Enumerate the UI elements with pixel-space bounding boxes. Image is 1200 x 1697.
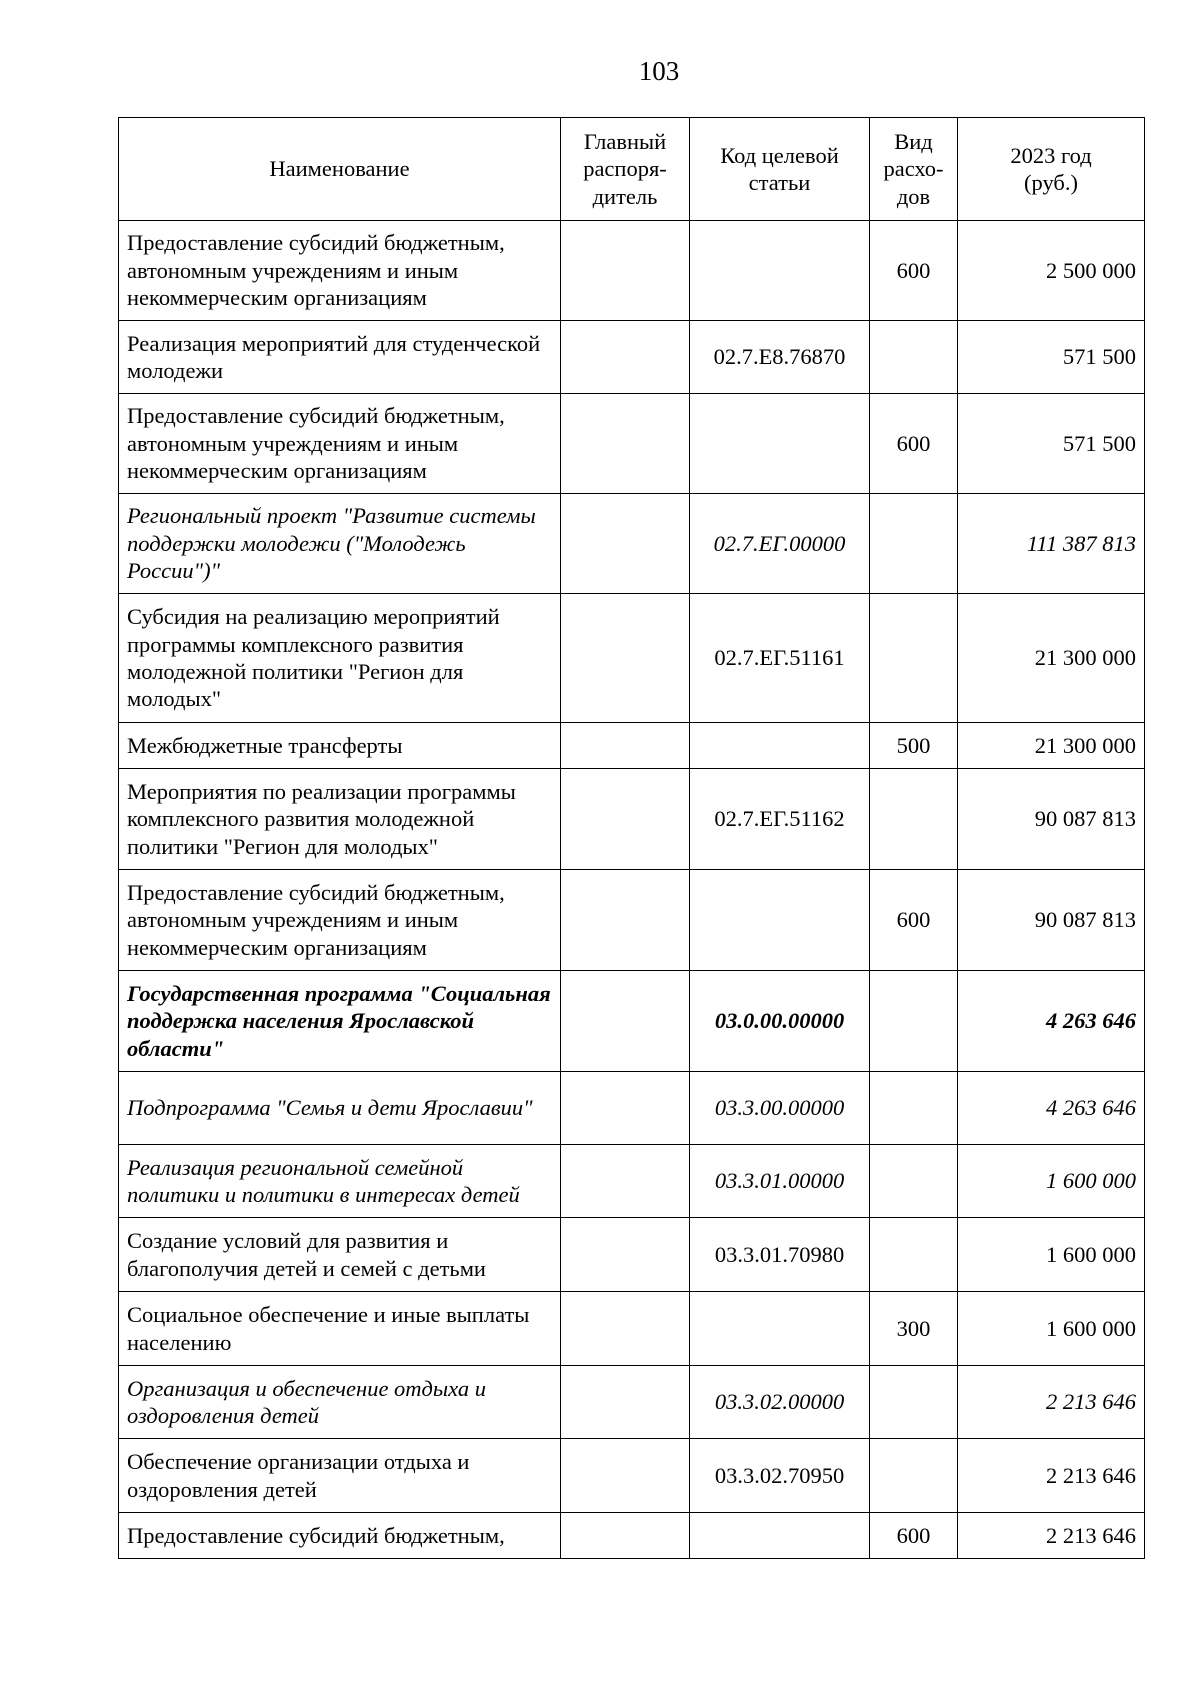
row-owner (561, 723, 690, 769)
row-amount: 21 300 000 (958, 723, 1145, 769)
row-amount: 4 263 646 (958, 971, 1145, 1072)
row-name: Социальное обеспечение и иные выплаты населению (119, 1292, 561, 1366)
table-body (119, 221, 1145, 1559)
row-owner (561, 594, 690, 723)
row-type: 600 (870, 870, 958, 971)
row-name: Предоставление субсидий бюджетным, автономным учреждениям и иным некоммерческим организациям (119, 394, 561, 494)
table-row (119, 870, 1145, 971)
row-type (870, 1072, 958, 1145)
col-header-owner-line: дитель (592, 183, 658, 209)
row-code: 03.0.00.00000 (690, 971, 870, 1072)
row-amount: 4 263 646 (958, 1072, 1145, 1145)
row-name: Межбюджетные трансферты (119, 723, 561, 769)
row-amount: 571 500 (958, 321, 1145, 394)
row-owner (561, 394, 690, 494)
row-owner (561, 769, 690, 870)
table-row (119, 594, 1145, 723)
row-name: Предоставление субсидий бюджетным, (119, 1513, 561, 1559)
row-name: Предоставление субсидий бюджетным, автономным учреждениям и иным некоммерческим организациям (119, 870, 561, 971)
row-owner (561, 1366, 690, 1439)
row-code (690, 221, 870, 321)
col-header-type (870, 118, 958, 221)
row-owner (561, 870, 690, 971)
row-type (870, 1439, 958, 1513)
col-header-amount-line: 2023 год (1010, 142, 1092, 168)
row-type: 600 (870, 221, 958, 321)
table-row (119, 723, 1145, 769)
row-owner (561, 321, 690, 394)
row-code: 03.3.02.70950 (690, 1439, 870, 1513)
row-type (870, 1145, 958, 1218)
row-name: Субсидия на реализацию мероприятий программы комплексного развития молодежной политики "Регион для молодых" (119, 594, 561, 723)
row-name: Предоставление субсидий бюджетным, автономным учреждениям и иным некоммерческим организациям (119, 221, 561, 321)
row-type: 300 (870, 1292, 958, 1366)
col-header-amount-line: (руб.) (1024, 170, 1078, 195)
table-row (119, 769, 1145, 870)
row-type (870, 321, 958, 394)
table-row (119, 1218, 1145, 1292)
row-type (870, 769, 958, 870)
table-row (119, 1366, 1145, 1439)
table-row (119, 1072, 1145, 1145)
col-header-owner (561, 118, 690, 221)
row-owner (561, 1145, 690, 1218)
row-amount: 21 300 000 (958, 594, 1145, 723)
row-amount: 111 387 813 (958, 494, 1145, 594)
table-row (119, 494, 1145, 594)
row-name: Мероприятия по реализации программы комплексного развития молодежной политики "Регион для молодых" (119, 769, 561, 870)
col-header-code (690, 118, 870, 221)
row-code (690, 870, 870, 971)
row-owner (561, 1292, 690, 1366)
table-row (119, 321, 1145, 394)
row-code: 02.7.ЕГ.00000 (690, 494, 870, 594)
table-row (119, 221, 1145, 321)
row-amount: 90 087 813 (958, 769, 1145, 870)
row-code: 03.3.00.00000 (690, 1072, 870, 1145)
col-header-amount (958, 118, 1145, 221)
row-code: 03.3.01.00000 (690, 1145, 870, 1218)
table-row (119, 1145, 1145, 1218)
row-code: 02.7.Е8.76870 (690, 321, 870, 394)
table-header-row (119, 118, 1145, 221)
row-code: 02.7.ЕГ.51162 (690, 769, 870, 870)
row-name: Региональный проект "Развитие системы поддержки молодежи ("Молодежь России")" (119, 494, 561, 594)
col-header-type-line: Вид (894, 128, 933, 154)
row-code: 03.3.02.00000 (690, 1366, 870, 1439)
row-name: Обеспечение организации отдыха и оздоровления детей (119, 1439, 561, 1513)
row-owner (561, 1218, 690, 1292)
row-owner (561, 971, 690, 1072)
col-header-owner-line: Главный (583, 128, 667, 154)
col-header-owner-line: распоря- (583, 156, 667, 182)
col-header-type-line: дов (896, 183, 931, 209)
col-header-type-line: расхо- (883, 156, 944, 182)
col-header-code-line: Код целевой (720, 142, 839, 168)
row-name: Организация и обеспечение отдыха и оздоровления детей (119, 1366, 561, 1439)
row-type: 600 (870, 394, 958, 494)
row-owner (561, 221, 690, 321)
col-header-name (119, 118, 561, 221)
row-amount: 2 213 646 (958, 1366, 1145, 1439)
row-owner (561, 1072, 690, 1145)
row-owner (561, 1513, 690, 1559)
row-code: 02.7.ЕГ.51161 (690, 594, 870, 723)
row-owner (561, 494, 690, 594)
row-amount: 2 213 646 (958, 1439, 1145, 1513)
table-row (119, 394, 1145, 494)
row-name: Подпрограмма "Семья и дети Ярославии" (119, 1072, 561, 1145)
row-name: Создание условий для развития и благополучия детей и семей с детьми (119, 1218, 561, 1292)
table-row (119, 1513, 1145, 1559)
row-name: Реализация региональной семейной политики и политики в интересах детей (119, 1145, 561, 1218)
row-type (870, 494, 958, 594)
row-type (870, 594, 958, 723)
row-name: Государственная программа "Социальная поддержка населения Ярославской области" (119, 971, 561, 1072)
row-amount: 1 600 000 (958, 1292, 1145, 1366)
row-type: 500 (870, 723, 958, 769)
row-type (870, 1366, 958, 1439)
row-amount: 2 500 000 (958, 221, 1145, 321)
row-amount: 1 600 000 (958, 1145, 1145, 1218)
row-code (690, 1513, 870, 1559)
budget-table (118, 117, 1145, 1559)
table-row (119, 1292, 1145, 1366)
row-type (870, 971, 958, 1072)
table-row (119, 1439, 1145, 1513)
row-code (690, 1292, 870, 1366)
row-type (870, 1218, 958, 1292)
col-header-name-text: Наименование (269, 156, 410, 182)
row-code (690, 394, 870, 494)
row-code (690, 723, 870, 769)
row-amount: 1 600 000 (958, 1218, 1145, 1292)
col-header-code-line: статьи (748, 170, 811, 195)
page-number: 103 (638, 56, 680, 86)
row-code: 03.3.01.70980 (690, 1218, 870, 1292)
row-amount: 2 213 646 (958, 1513, 1145, 1559)
row-owner (561, 1439, 690, 1513)
row-amount: 571 500 (958, 394, 1145, 494)
row-type: 600 (870, 1513, 958, 1559)
row-amount: 90 087 813 (958, 870, 1145, 971)
table-row (119, 971, 1145, 1072)
row-name: Реализация мероприятий для студенческой молодежи (119, 321, 561, 394)
